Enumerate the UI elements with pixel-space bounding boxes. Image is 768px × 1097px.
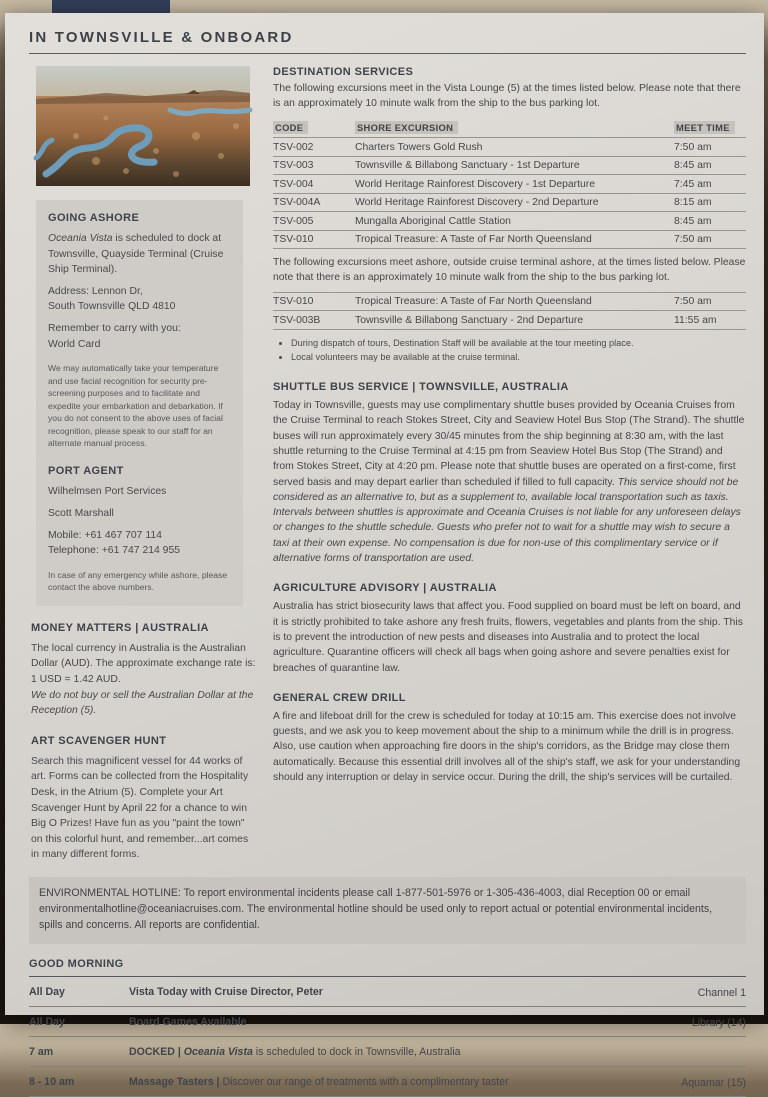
port-agent-title: PORT AGENT — [48, 465, 124, 478]
col-meet-time: MEET TIME — [674, 121, 735, 134]
event-description: Discover our range of treatments with a complimentary taster — [222, 1075, 509, 1088]
port-agent-telephone: Telephone: +61 747 214 955 — [48, 545, 181, 557]
excursion-name: World Heritage Rainforest Discovery - 1st Departure — [355, 175, 674, 194]
table-row — [273, 212, 746, 231]
art-hunt-section — [31, 735, 256, 863]
crew-drill-body: A fire and lifeboat drill for the crew is scheduled for today at 10:15 am. This exercise does not involve guests, and we ask you to keep movement about the ship to a minimum while the drill is in progress. Also, use caution when approaching fire doors in the ship's corridors, as the Bridge may close them automatically. Because this essential drill involves all of the ship's staff, we ask for your understanding should any interruption or delay in service occur. During the drill, the ship's services will be curtailed. — [273, 710, 741, 783]
art-hunt-body: Search this magnificent vessel for 44 works of art. Forms can be collected from the Hospitality Desk, in the Atrium (5). Complete your Art Scavenger Hunt by April 22 for a chance to win Big O Prizes! Have fun as you "paint the town" on this colorful hunt, and remember...art comes in many different forms. — [31, 755, 249, 861]
shuttle-bus-title: SHUTTLE BUS SERVICE | TOWNSVILLE, AUSTRALIA — [273, 381, 569, 394]
destination-services-section — [273, 66, 746, 364]
col-excursion: SHORE EXCURSION — [355, 121, 458, 134]
money-matters-body: The local currency in Australia is the Australian Dollar (AUD). The approximate exchange rate is: 1 USD = 1.42 AUD. — [31, 642, 256, 685]
excursion-time: 8:45 am — [674, 212, 746, 231]
left-column — [29, 66, 257, 863]
event-title: Vista Today with Cruise Director, Peter — [129, 985, 323, 998]
excursion-time: 8:45 am — [674, 156, 746, 175]
port-address-line1: Address: Lennon Dr, — [48, 285, 143, 297]
schedule-row — [29, 1037, 746, 1067]
excursions-intro-1: The following excursions meet in the Vista Lounge (5) at the times listed below. Please note that there is an approximately 10 minute walk from the ship to the bus parking lot. — [273, 83, 741, 109]
shuttle-body-regular: Today in Townsville, guests may use complimentary shuttle buses provided by Oceania Cruises from the Cruise Terminal to reach Stokes Street, City and Seaview Hotel Bus Stop (The Strand). The shuttle buses will run approximately every 30/45 minutes from the ship beginning at 8:30 am, with the last shuttle returning to the Cruise Terminal at 4:15 pm from Seaview Hotel Bus Stop (The Strand) and from Stokes Street, City at 4:20 pm. Please note that shuttle buses are operated on a first-come, first served basis and may depart earlier than scheduled if filled to full capacity. — [273, 400, 745, 488]
environmental-hotline-label: ENVIRONMENTAL HOTLINE: — [39, 887, 181, 900]
schedule-location: Aquamar (15) — [681, 1076, 746, 1089]
crew-drill-section — [273, 692, 746, 785]
carry-item: World Card — [48, 338, 101, 350]
table-row — [273, 292, 746, 311]
excursion-name: Tropical Treasure: A Taste of Far North Queensland — [355, 230, 674, 249]
schedule-event — [129, 1044, 596, 1058]
agriculture-advisory-body: Australia has strict biosecurity laws that affect you. Food supplied on board must be left on board, and it is strictly prohibited to take ashore any fresh fruits, flowers, vegetables and plants from the ship. This is to prevent the introduction of new pests and diseases into Australia and to protect the local agriculture. Quarantine officers will check all bags when going ashore and severe penalties exist for breaches of quarantine law. — [273, 601, 743, 674]
excursion-name: World Heritage Rainforest Discovery - 2nd Departure — [355, 193, 674, 212]
excursion-code: TSV-010 — [273, 230, 355, 249]
schedule-event — [129, 1014, 596, 1028]
dock-text-rest: is scheduled to dock at Townsville, Quayside Terminal (Cruise Ship Terminal). — [48, 233, 224, 276]
shuttle-body-italic: This service should not be considered as an alternative to, but as a supplement to, available local transportation such as taxis. Intervals between shuttles is approximate and Oceania Cruises is not liable for any unforeseen delays or changes to the shuttle schedule. Guests who prefer not to wait for a shuttle may wish to secure a taxi at their own expense. No compensation is due for non-use of this complimentary service or if alternative forms of transportation are used. — [273, 476, 741, 565]
schedule-time: All Day — [29, 985, 65, 998]
excursion-code: TSV-004 — [273, 175, 355, 194]
table-row — [273, 230, 746, 249]
excursion-code: TSV-002 — [273, 138, 355, 157]
port-address-line2: South Townsville QLD 4810 — [48, 301, 176, 313]
excursion-code: TSV-003B — [273, 311, 355, 330]
schedule-event — [129, 1074, 596, 1088]
excursion-time: 7:50 am — [674, 292, 746, 311]
emergency-fine-print: In case of any emergency while ashore, please contact the above numbers. — [48, 569, 228, 593]
ship-name: Oceania Vista — [48, 233, 113, 244]
excursion-name: Tropical Treasure: A Taste of Far North Queensland — [355, 292, 674, 311]
destination-note: • Local volunteers may be available at the cruise terminal. — [291, 350, 746, 364]
excursions-table-1 — [273, 118, 746, 250]
art-hunt-title: ART SCAVENGER HUNT — [31, 734, 167, 747]
agriculture-advisory-section — [273, 582, 746, 675]
table-row — [273, 311, 746, 330]
table-row — [273, 193, 746, 212]
good-morning-title: GOOD MORNING — [29, 957, 124, 970]
money-matters-note: We do not buy or sell the Australian Dollar at the Reception (5). — [31, 689, 254, 717]
good-morning-section — [29, 958, 746, 1097]
excursion-name: Mungalla Aboriginal Cattle Station — [355, 212, 674, 231]
excursions-intro-2: The following excursions meet ashore, outside cruise terminal ashore, at the times listed below. Please note that there is an approximately 10 minute walk from the ship to the bus parking lot. — [273, 257, 746, 283]
agriculture-advisory-title: AGRICULTURE ADVISORY | AUSTRALIA — [273, 582, 497, 595]
excursion-time: 7:45 am — [674, 175, 746, 194]
townsville-aerial-river-photo — [36, 66, 250, 186]
money-matters-section — [31, 622, 256, 719]
going-ashore-title: GOING ASHORE — [48, 212, 140, 224]
excursion-time: 7:50 am — [674, 138, 746, 157]
port-agent-contact: Scott Marshall — [48, 508, 114, 520]
destination-note: • During dispatch of tours, Destination Staff will be available at the tour meeting place. — [291, 336, 746, 350]
destination-notes — [283, 336, 746, 365]
schedule-time: 7 am — [29, 1045, 54, 1058]
schedule-location: Channel 1 — [697, 986, 746, 999]
schedule-time: All Day — [29, 1015, 65, 1028]
excursion-code: TSV-003 — [273, 156, 355, 175]
shuttle-bus-body — [273, 398, 746, 566]
port-agent-mobile: Mobile: +61 467 707 114 — [48, 529, 162, 541]
daily-program-paper — [5, 13, 764, 1089]
schedule-event — [129, 984, 596, 998]
right-column — [273, 66, 746, 863]
table-row — [273, 138, 746, 157]
page-title: IN TOWNSVILLE & ONBOARD — [29, 29, 294, 46]
excursion-time: 7:50 am — [674, 230, 746, 249]
schedule-location: Library (14) — [691, 1016, 746, 1029]
excursion-name: Townsville & Billabong Sanctuary - 1st Departure — [355, 156, 674, 175]
event-ship-name: Oceania Vista — [183, 1045, 253, 1058]
excursions-table-2 — [273, 292, 746, 330]
event-description: is scheduled to dock in Townsville, Australia — [252, 1045, 461, 1058]
port-agent-company: Wilhelmsen Port Services — [48, 486, 167, 498]
ashore-info-panel — [36, 200, 243, 606]
carry-reminder: Remember to carry with you: — [48, 323, 181, 335]
money-matters-title: MONEY MATTERS | AUSTRALIA — [31, 621, 209, 634]
excursion-time: 11:55 am — [674, 311, 746, 330]
schedule-location — [596, 1059, 746, 1060]
destination-services-title: DESTINATION SERVICES — [273, 66, 414, 78]
event-title: Massage Tasters | — [129, 1075, 223, 1088]
excursion-name: Charters Towers Gold Rush — [355, 138, 674, 157]
background-object — [52, 0, 170, 13]
excursion-time: 8:15 am — [674, 193, 746, 212]
schedule-row — [29, 1007, 746, 1037]
table-row — [273, 156, 746, 175]
schedule-row — [29, 1067, 746, 1097]
excursion-name: Townsville & Billabong Sanctuary - 2nd Departure — [355, 311, 674, 330]
facial-recognition-fine-print: We may automatically take your temperature and use facial recognition for security pre-screening purposes and to facilitate and expedite your embarkation and debarkation. If you do not consent to the above uses of facial recognition, please speak to our staff for an alternate manual process. — [48, 363, 223, 448]
event-title: Board Games Available — [129, 1015, 247, 1028]
going-ashore-dock-text — [48, 231, 232, 278]
schedule-time: 8 - 10 am — [29, 1075, 75, 1088]
col-code: CODE — [273, 121, 308, 134]
environmental-hotline-body: To report environmental incidents please call 1-877-501-5976 or 1-305-436-4003, dial Reception 00 or email environmentalhotline@oceaniacruises.com. The environmental hotline should be used only to report actual or potential environmental incidents, spills and concerns. All reports are confidential. — [39, 887, 713, 931]
excursion-code: TSV-010 — [273, 292, 355, 311]
excursion-code: TSV-005 — [273, 212, 355, 231]
event-title: DOCKED | — [129, 1045, 184, 1058]
crew-drill-title: GENERAL CREW DRILL — [273, 691, 406, 704]
shuttle-bus-section — [273, 381, 746, 566]
table-row — [273, 175, 746, 194]
excursion-code: TSV-004A — [273, 193, 355, 212]
two-column-layout — [29, 66, 746, 863]
excursions-header-row — [273, 118, 746, 138]
title-divider — [29, 53, 746, 54]
environmental-hotline-box — [29, 877, 746, 944]
schedule-row — [29, 977, 746, 1007]
